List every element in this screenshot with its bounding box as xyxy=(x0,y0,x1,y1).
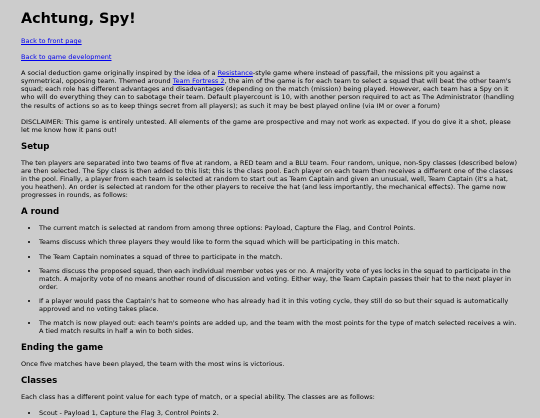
classes-list xyxy=(21,409,520,417)
back-to-front-page-link[interactable]: Back to front page xyxy=(21,37,82,45)
round-steps-list xyxy=(21,224,520,335)
round-step: • Teams discuss which three players they would like to form the squad which will be participating in this match. xyxy=(39,238,520,246)
page-title: Achtung, Spy! xyxy=(21,11,136,27)
round-step: • Teams discuss the proposed squad, then each individual member votes yes or no. A majority vote of yes locks in the squad to participate in the match. A majority vote of no means another round of discussion and voting. Either way, the Team Captain passes their hat to the next player in order. xyxy=(39,267,520,291)
setup-paragraph: The ten players are separated into two teams of five at random, a RED team and a BLU team. Four random, unique, non-Spy classes (described below) are then selected. The Spy class is then added to this list; this is the class pool. Each player on each team then receives a different one of the classes in the pool. Finally, a player from each team is selected at random to start out as Team Captain and given an unusual, well, Team Captain (it's a hat, you heathen). An order is selected at random for the other players to receive the hat (and less importantly, the mechanical effects). The game now progresses in rounds, as follows: xyxy=(21,158,517,200)
resistance-link[interactable]: Resistance xyxy=(217,69,253,78)
intro-paragraph xyxy=(21,69,520,109)
classes-heading: Classes xyxy=(21,376,58,387)
intro-text-2: -style game where instead of pass/fail, the missions pit you against a symmetrical, opposing team. Themed around xyxy=(21,69,481,86)
round-step: • The Team Captain nominates a squad of three to participate in the match. xyxy=(39,253,520,261)
intro-text-1: A social deduction game originally inspired by the idea of a xyxy=(21,69,218,78)
round-step: • The current match is selected at random from among three options: Payload, Capture the Flag, and Control Points. xyxy=(39,224,520,232)
front-page-link-para xyxy=(21,37,520,45)
round-heading: A round xyxy=(21,207,60,218)
disclaimer-paragraph: DISCLAIMER: This game is entirely untested. All elements of the game are prospective and may not work as expected. If you do give it a shot, please let me know how it pans out! xyxy=(21,117,511,134)
game-dev-link-para xyxy=(21,53,520,61)
setup-heading: Setup xyxy=(21,141,50,152)
round-step: • The match is now played out: each team's points are added up, and the team with the most points for the type of match selected receives a win. A tied match results in half a win to both sides. xyxy=(39,319,520,335)
back-to-game-development-link[interactable]: Back to game development xyxy=(21,53,112,62)
team-fortress-2-link[interactable]: Team Fortress 2 xyxy=(172,77,225,86)
round-step: • If a player would pass the Captain's hat to someone who has already had it in this voting cycle, they still do so but their squad is automatically approved and no voting takes place. xyxy=(39,297,520,313)
ending-paragraph: Once five matches have been played, the team with the most wins is victorious. xyxy=(21,360,285,369)
intro-text-3: , the aim of the game is for each team to select a squad that will beat the other team's squad; each role has different advantages and disadvantages (depending on the match (mission) being played. However, each team has a Spy on it who will do everything they can to sabotage their team. Default playercount is 10, with another person required to act as The Administrator (handling the results of actions so as to keep things secret from all players); as such it may be best played online (via IM or over a forum) xyxy=(21,77,515,110)
ending-heading: Ending the game xyxy=(21,343,104,354)
classes-intro-paragraph: Each class has a different point value for each type of match, or a special ability. The classes are as follows: xyxy=(21,393,375,402)
class-item: • Scout - Payload 1, Capture the Flag 3, Control Points 2. xyxy=(39,409,520,417)
